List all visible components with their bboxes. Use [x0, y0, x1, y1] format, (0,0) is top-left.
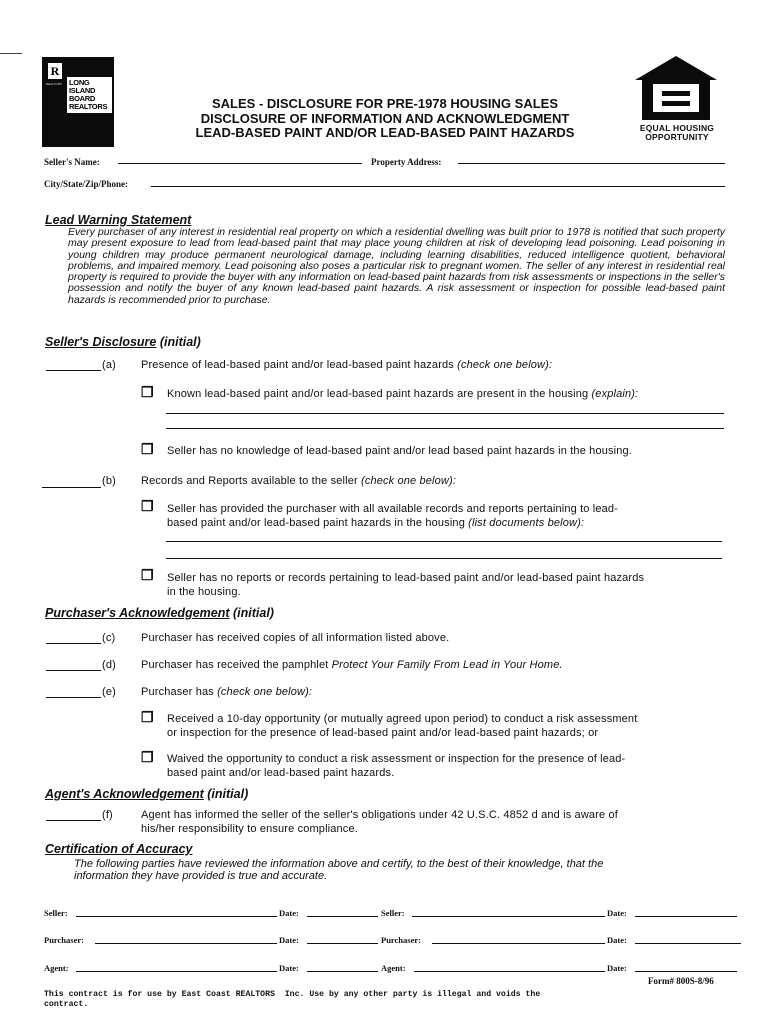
usage-notice-line: contract.	[44, 1000, 89, 1009]
no-records-line: in the housing.	[167, 586, 241, 598]
purchaser-date-label: Date:	[279, 935, 299, 945]
item-b-text	[141, 474, 456, 488]
city-state-field[interactable]	[151, 186, 725, 187]
records-provided-main: based paint and/or lead-based paint hazards in the housing	[167, 517, 469, 529]
agent2-date-field[interactable]	[635, 971, 737, 972]
purchaser-sign-label: Purchaser:	[44, 935, 84, 945]
purchaser-ack-heading: Purchaser's Acknowledgement	[45, 606, 230, 620]
board-logo	[42, 57, 114, 147]
known-hazards-text	[167, 387, 638, 401]
certification-line: The following parties have reviewed the information above and certify, to the best of their knowledge, that the	[74, 858, 604, 870]
documents-line[interactable]	[166, 558, 722, 559]
explain-line[interactable]	[166, 428, 724, 429]
seller-disclosure-suffix: (initial)	[156, 335, 201, 349]
purchaser-date-field[interactable]	[307, 943, 378, 944]
board-name-line: BOARD	[69, 94, 95, 103]
purchaser2-sign-field[interactable]	[432, 943, 605, 944]
item-d-main: Purchaser has received the pamphlet	[141, 659, 332, 671]
item-f-label: (f)	[102, 809, 113, 821]
waived-opportunity-text	[167, 752, 625, 780]
explain-line[interactable]	[166, 413, 724, 414]
usage-notice-line: This contract is for use by East Coast REALTORS Inc. Use by any other party is illegal and voids the	[44, 990, 541, 999]
form-number: Form# 800S-8/96	[648, 976, 714, 986]
equal-housing-label	[628, 124, 726, 142]
seller-name-label: Seller's Name:	[44, 157, 100, 167]
purchaser-sign-field[interactable]	[95, 943, 277, 944]
records-provided-line: Seller has provided the purchaser with all available records and reports pertaining to lead-	[167, 503, 618, 515]
property-address-label: Property Address:	[371, 157, 442, 167]
seller-name-field[interactable]	[118, 163, 362, 164]
agent-ack-suffix: (initial)	[203, 787, 249, 801]
agent-ack-header	[45, 785, 248, 803]
purchaser2-date-label: Date:	[607, 935, 627, 945]
checkbox-waived-opportunity[interactable]: ❒	[141, 749, 154, 765]
agent2-sign-label: Agent:	[381, 963, 406, 973]
item-d-text	[141, 658, 563, 672]
records-provided-text	[167, 502, 618, 530]
seller2-date-field[interactable]	[635, 916, 737, 917]
agent-date-field[interactable]	[307, 971, 378, 972]
records-provided-hint: (list documents below):	[468, 517, 585, 529]
purchaser2-date-field[interactable]	[635, 943, 741, 944]
pamphlet-title: Protect Your Family From Lead in Your Home.	[331, 659, 563, 671]
checkbox-no-records[interactable]: ❒	[141, 567, 154, 583]
item-b-label: (b)	[102, 475, 116, 487]
seller-date-label: Date:	[279, 908, 299, 918]
received-opportunity-text	[167, 712, 637, 740]
initial-c-field[interactable]	[46, 643, 101, 644]
item-b-main: Records and Reports available to the seller	[141, 475, 361, 487]
initial-b-field[interactable]	[42, 487, 101, 488]
title-line: DISCLOSURE OF INFORMATION AND ACKNOWLEDGMENT	[200, 110, 570, 126]
agent-ack-heading: Agent's Acknowledgement	[45, 787, 204, 801]
no-records-text	[167, 571, 644, 599]
item-f-line: Agent has informed the seller of the seller's obligations under 42 U.S.C. 4852 d and is aware of	[141, 809, 618, 821]
document-title	[150, 97, 620, 141]
checkbox-no-knowledge[interactable]: ❒	[141, 441, 154, 457]
initial-e-field[interactable]	[46, 697, 101, 698]
equal-housing-house-icon	[633, 54, 719, 122]
agent2-date-label: Date:	[607, 963, 627, 973]
received-opportunity-line: or inspection for the presence of lead-based paint and/or lead-based paint hazards; or	[167, 727, 599, 739]
top-rule	[0, 53, 22, 54]
item-b-hint: (check one below):	[361, 475, 457, 487]
realtor-caption: REALTOR®	[46, 82, 63, 86]
certification-line: information they have provided is true and accurate.	[74, 870, 328, 882]
item-a-hint: (check one below):	[457, 359, 553, 371]
item-a-text	[141, 358, 552, 372]
checkbox-records-provided[interactable]: ❒	[141, 498, 154, 514]
seller-disclosure-heading: Seller's Disclosure	[45, 335, 157, 349]
realtor-r-mark: R	[48, 63, 62, 79]
certification-heading: Certification of Accuracy	[45, 842, 193, 856]
item-a-label: (a)	[102, 359, 116, 371]
checkbox-known-hazards[interactable]: ❒	[141, 384, 154, 400]
seller-date-field[interactable]	[307, 916, 378, 917]
item-c-text: Purchaser has received copies of all information listed above.	[141, 632, 450, 644]
board-name-line: ISLAND	[69, 86, 96, 95]
board-name	[67, 77, 112, 113]
seller2-date-label: Date:	[607, 908, 627, 918]
title-line: LEAD-BASED PAINT AND/OR LEAD-BASED PAINT HAZARDS	[195, 125, 575, 140]
agent-date-label: Date:	[279, 963, 299, 973]
known-hazards-hint: (explain):	[591, 388, 639, 400]
checkbox-received-opportunity[interactable]: ❒	[141, 709, 154, 725]
title-line: SALES - DISCLOSURE FOR PRE-1978 HOUSING SALES	[211, 96, 558, 111]
usage-notice	[44, 990, 604, 1010]
seller-sign-label: Seller:	[44, 908, 68, 918]
item-f-text	[141, 808, 618, 836]
records-provided-line	[167, 516, 618, 530]
item-a-main: Presence of lead-based paint and/or lead-based paint hazards	[141, 359, 458, 371]
initial-a-field[interactable]	[46, 370, 101, 371]
waived-opportunity-line: Waived the opportunity to conduct a risk assessment or inspection for the presence of lead-	[167, 753, 626, 765]
waived-opportunity-line: based paint and/or lead-based paint hazards.	[167, 767, 395, 779]
item-e-hint: (check one below):	[217, 686, 313, 698]
received-opportunity-line: Received a 10-day opportunity (or mutually agreed upon period) to conduct a risk assessment	[167, 713, 638, 725]
known-hazards-main: Known lead-based paint and/or lead-based paint hazards are present in the housing	[167, 388, 592, 400]
item-f-line: his/her responsibility to ensure compliance.	[141, 823, 358, 835]
city-state-label: City/State/Zip/Phone:	[44, 179, 129, 189]
item-e-label: (e)	[102, 686, 116, 698]
no-knowledge-text: Seller has no knowledge of lead-based paint and/or lead based paint hazards in the housing.	[167, 445, 632, 457]
documents-line[interactable]	[166, 541, 722, 542]
certification-text	[74, 858, 734, 882]
item-c-label: (c)	[102, 632, 116, 644]
initial-d-field[interactable]	[46, 670, 101, 671]
purchaser-ack-suffix: (initial)	[229, 606, 274, 620]
eho-line: OPPORTUNITY	[645, 132, 709, 142]
initial-f-field[interactable]	[46, 820, 101, 821]
purchaser2-sign-label: Purchaser:	[381, 935, 421, 945]
board-name-line: LONG	[69, 78, 90, 87]
eho-line: EQUAL HOUSING	[639, 123, 715, 133]
agent2-sign-field[interactable]	[414, 971, 605, 972]
seller2-sign-field[interactable]	[412, 916, 605, 917]
agent-sign-label: Agent:	[44, 963, 69, 973]
lead-warning-text: Every purchaser of any interest in residential real property on which a residential dwelling was built prior to 1978 is notified that such property may present exposure to lead from lead-based paint that may place young children at risk of developing lead poisoning. Lead poisoning in young children may produce permanent neurological damage, including learning disabilities, reduced intelligence quotient, behavioral problems, and impaired memory. Lead poisoning also poses a particular risk to pregnant women. The seller of any interest in residential real property is required to provide the buyer with any information on lead-based paint hazards from risk assessments or inspections in the seller's possession and notify the buyer of any known lead-based paint hazards. A risk assessment or inspection for possible lead-based paint hazards is recommended prior to purchase.	[68, 226, 725, 306]
purchaser-ack-header	[45, 604, 274, 622]
item-e-text	[141, 685, 312, 699]
seller-sign-field[interactable]	[76, 916, 277, 917]
board-name-line: REALTORS	[69, 102, 108, 111]
agent-sign-field[interactable]	[76, 971, 277, 972]
item-e-main: Purchaser has	[141, 686, 218, 698]
lead-warning-heading: Lead Warning Statement	[45, 213, 192, 227]
property-address-field[interactable]	[458, 163, 725, 164]
no-records-line: Seller has no reports or records pertaining to lead-based paint and/or lead-based paint hazards	[167, 572, 645, 584]
item-d-label: (d)	[102, 659, 116, 671]
seller-disclosure-header	[45, 333, 201, 351]
seller2-sign-label: Seller:	[381, 908, 405, 918]
